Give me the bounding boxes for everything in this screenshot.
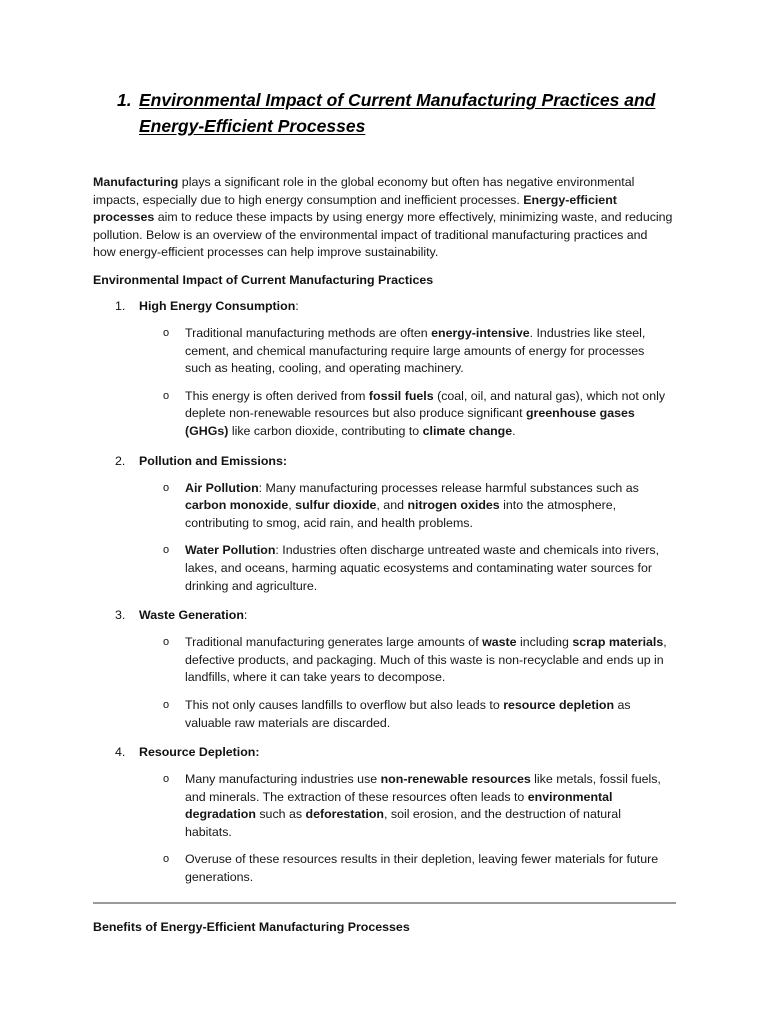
list-item-heading [93, 744, 683, 761]
sub-bold: carbon monoxide [185, 498, 289, 513]
list-item-heading [93, 298, 683, 315]
list-item [93, 744, 683, 887]
list-item-number: 3. [115, 608, 126, 623]
sub-bold: non-renewable resources [380, 772, 531, 787]
sub-text: (coal, oil, and natural gas), which not only deplete non-renewable resources but also produce significant [185, 388, 666, 421]
list-item-number: 4. [115, 745, 126, 760]
sub-text: , and [376, 498, 408, 513]
circle-bullet-icon: o [163, 389, 170, 402]
sub-bold: Water Pollution [185, 543, 276, 558]
sub-text: into the atmosphere, contributing to smog, acid rain, and health problems. [185, 498, 617, 530]
list-item-title: High Energy Consumption [139, 299, 296, 313]
sub-bullet [163, 771, 683, 841]
sub-bold: scrap materials [572, 635, 664, 650]
list-item [93, 298, 683, 441]
horizontal-divider [93, 902, 676, 904]
sub-text: such as [255, 807, 306, 822]
list-item [93, 453, 683, 596]
circle-bullet-icon: o [163, 481, 170, 494]
sub-text: , soil erosion, and the destruction of natural habitats. [185, 807, 621, 839]
sub-text: : Industries often discharge untreated waste and chemicals into rivers, lakes, and oceans, harming aquatic ecosystems and contaminating water sources for drinking and agriculture. [185, 543, 660, 593]
list-item-heading [93, 453, 683, 470]
list-item-title: Resource Depletion: [139, 745, 260, 760]
intro-text-2: aim to reduce these impacts by using energy more effectively, minimizing waste, and reducing pollution. Below is an overview of the environmental impact of traditional manufacturing practices and how energy-efficient processes can help improve sustainability. [93, 210, 673, 260]
list-item-number: 2. [115, 453, 126, 468]
circle-bullet-icon: o [163, 544, 170, 557]
circle-bullet-icon: o [163, 773, 170, 786]
sub-bold: Air Pollution [185, 480, 259, 495]
list-item-number: 1. [115, 299, 126, 313]
sub-text: , defective products, and packaging. Much of this waste is non-recyclable and ends up in landfills, where it can take years to decompose. [185, 635, 667, 685]
heading-number: 1. [117, 90, 132, 110]
intro-paragraph [93, 174, 673, 262]
sub-text: : Many manufacturing processes release harmful substances such as [258, 480, 639, 495]
circle-bullet-icon: o [163, 698, 170, 711]
list-item [93, 607, 683, 732]
sub-text: This energy is often derived from [185, 388, 369, 403]
sub-text: This not only causes landfills to overflow but also leads to [185, 697, 504, 712]
circle-bullet-icon: o [163, 853, 170, 866]
intro-bold-2: Energy-efficient processes [93, 192, 617, 225]
sub-text: as valuable raw materials are discarded. [185, 697, 631, 730]
list-item-colon: : [243, 608, 248, 623]
main-heading [117, 87, 717, 139]
sub-text: Traditional manufacturing methods are often [185, 326, 432, 340]
sub-bullet [163, 325, 683, 378]
section-heading-impact: Environmental Impact of Current Manufacturing Practices [93, 273, 434, 287]
circle-bullet-icon: o [163, 636, 170, 649]
sub-bold: nitrogen oxides [407, 498, 500, 513]
sub-text: Many manufacturing industries use [185, 772, 381, 787]
sub-bullet [163, 480, 683, 533]
sub-bold: resource depletion [503, 697, 615, 712]
sub-bold: energy-intensive [431, 326, 530, 340]
sub-bullet [163, 388, 683, 441]
sub-bold: greenhouse gases (GHGs) [185, 406, 635, 438]
sub-bold: sulfur dioxide [295, 498, 377, 513]
sub-bullet [163, 634, 683, 687]
sub-text: . [512, 423, 516, 438]
sub-bold: fossil fuels [368, 388, 434, 403]
list-item-colon: : [295, 299, 299, 313]
sub-text: Overuse of these resources results in their depletion, leaving fewer materials for future generations. [185, 852, 659, 885]
list-item-heading [93, 607, 683, 624]
sub-text: , [288, 498, 296, 513]
sub-text: like carbon dioxide, contributing to [228, 423, 423, 438]
sub-bullet [163, 851, 683, 886]
list-item-title: Pollution and Emissions: [139, 453, 288, 468]
sub-text: including [516, 635, 573, 650]
intro-bold-1: Manufacturing [93, 175, 179, 189]
sub-text: Traditional manufacturing generates large amounts of [185, 635, 483, 650]
intro-text-1: plays a significant role in the global economy but often has negative environmental impacts, especially due to high energy consumption and inefficient processes. [93, 175, 635, 207]
sub-bold: environmental degradation [185, 789, 613, 822]
sub-bold: deforestation [305, 807, 384, 822]
sub-text: like metals, fossil fuels, and minerals. The extraction of these resources often leads to [185, 772, 661, 804]
sub-text: . Industries like steel, cement, and chemical manufacturing require large amounts of energy for processes such as heating, cooling, and operating machinery. [185, 326, 646, 376]
section-heading-benefits: Benefits of Energy-Efficient Manufacturing Processes [93, 920, 410, 934]
sub-bold: climate change [422, 423, 513, 438]
list-item-title: Waste Generation [139, 608, 244, 623]
impact-list [93, 298, 683, 887]
sub-bullet [163, 542, 683, 595]
heading-title: Environmental Impact of Current Manufacturing Practices and Energy-Efficient Processes [139, 90, 656, 136]
circle-bullet-icon: o [163, 327, 170, 339]
sub-bullet [163, 697, 683, 732]
sub-bold: waste [482, 635, 517, 650]
